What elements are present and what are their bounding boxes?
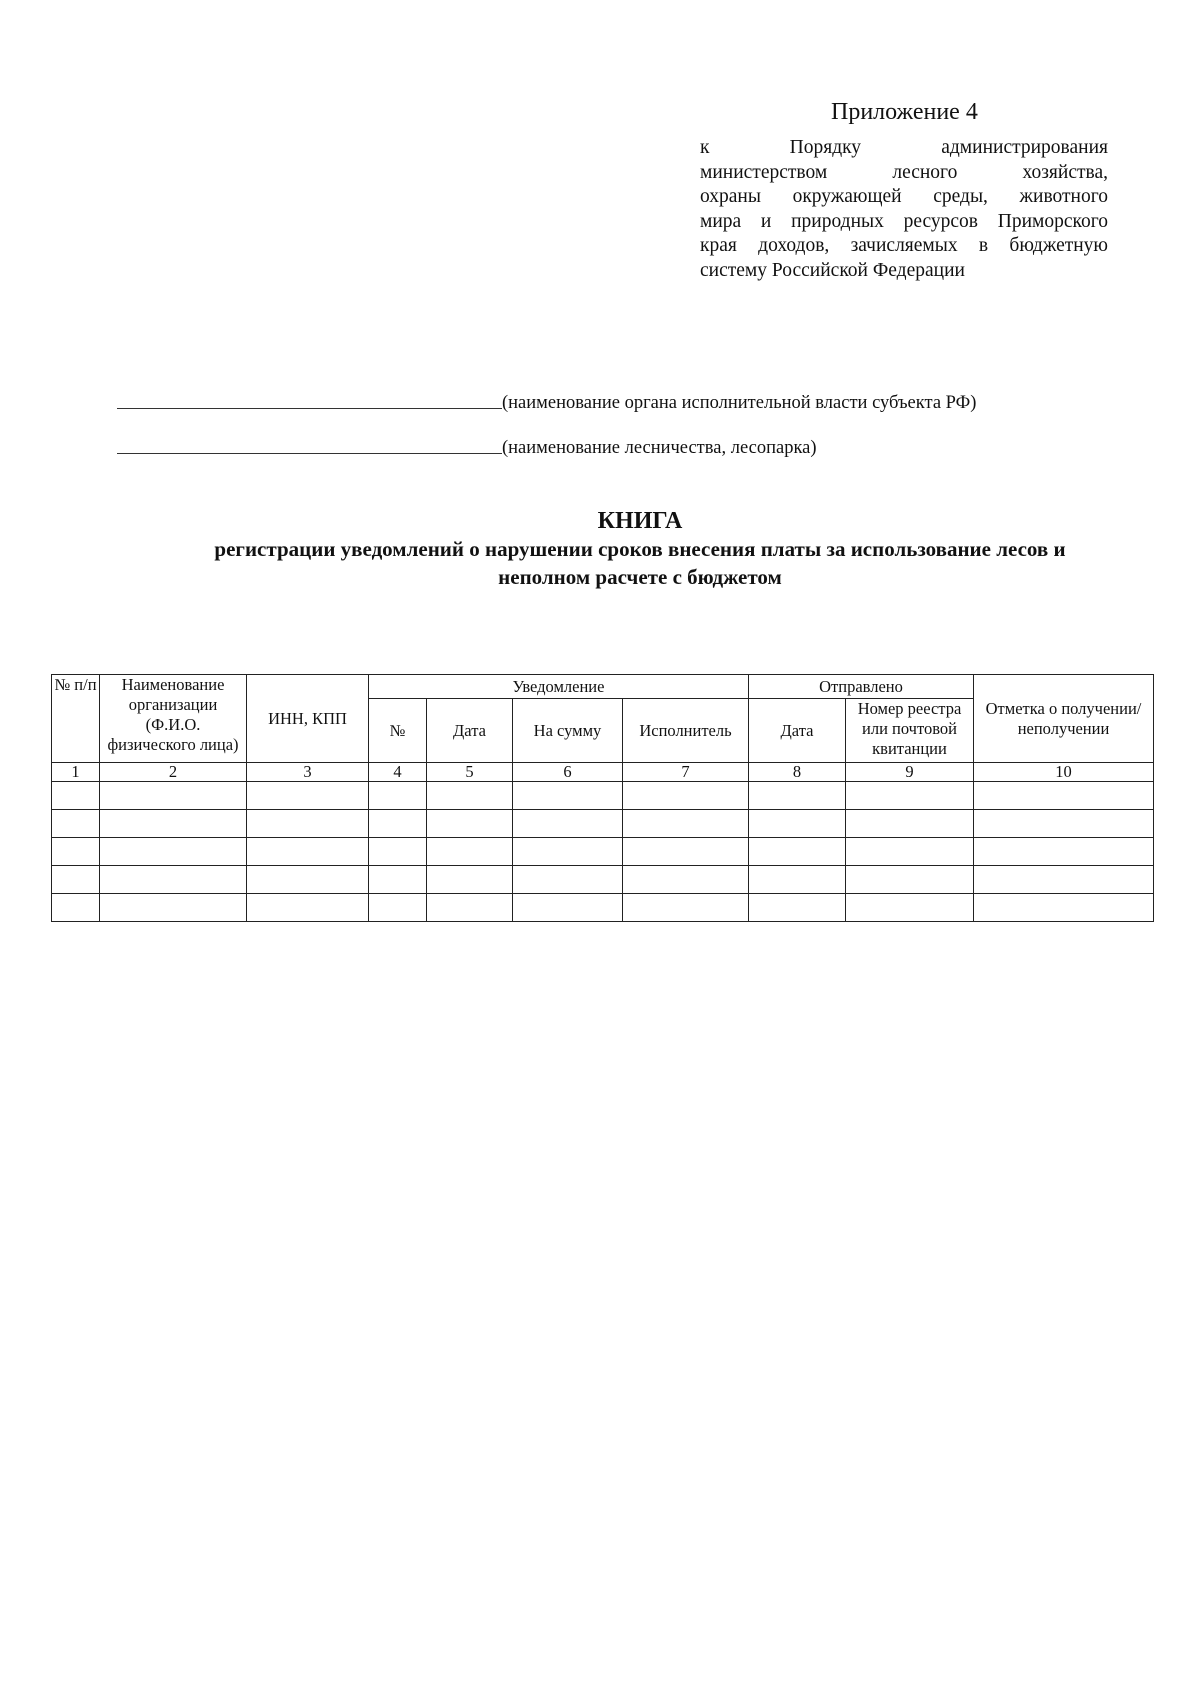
header-notice-date: Дата <box>427 699 513 763</box>
table-cell[interactable] <box>974 810 1154 838</box>
table-row <box>52 782 1154 810</box>
table-cell[interactable] <box>846 894 974 922</box>
table-cell[interactable] <box>513 838 623 866</box>
table-cell[interactable] <box>846 838 974 866</box>
header-notice-sum: На сумму <box>513 699 623 763</box>
table-cell[interactable] <box>513 782 623 810</box>
appendix-line: мира и природных ресурсов Приморского <box>700 210 1108 232</box>
table-cell[interactable] <box>513 810 623 838</box>
table-cell[interactable] <box>974 782 1154 810</box>
table-cell[interactable] <box>247 894 369 922</box>
column-number: 6 <box>513 763 623 782</box>
title-line: неполном расчете с бюджетом <box>498 565 782 589</box>
table-cell[interactable] <box>427 810 513 838</box>
table-cell[interactable] <box>846 866 974 894</box>
table-cell[interactable] <box>974 866 1154 894</box>
appendix-line: к Порядку администрирования <box>700 137 1108 158</box>
column-number: 9 <box>846 763 974 782</box>
header-notice: Уведомление <box>369 675 749 699</box>
table-cell[interactable] <box>369 782 427 810</box>
table-cell[interactable] <box>749 782 846 810</box>
column-number: 2 <box>100 763 247 782</box>
table-cell[interactable] <box>52 810 100 838</box>
table-row <box>52 866 1154 894</box>
table-cell[interactable] <box>427 838 513 866</box>
register-table <box>51 674 1154 922</box>
table-cell[interactable] <box>623 866 749 894</box>
appendix-line: министерством лесного хозяйства, <box>700 161 1108 183</box>
column-number: 4 <box>369 763 427 782</box>
table-cell[interactable] <box>427 782 513 810</box>
appendix-text <box>700 136 1108 284</box>
table-row <box>52 838 1154 866</box>
table-cell[interactable] <box>974 838 1154 866</box>
header-name: Наименование организации (Ф.И.О. физического лица) <box>100 675 247 763</box>
table-cell[interactable] <box>52 894 100 922</box>
column-number: 3 <box>247 763 369 782</box>
authority-blank-line[interactable] <box>117 407 502 409</box>
table-cell[interactable] <box>100 838 247 866</box>
table-cell[interactable] <box>623 838 749 866</box>
header-notice-no: № <box>369 699 427 763</box>
header-num: № п/п <box>52 675 100 763</box>
table-cell[interactable] <box>974 894 1154 922</box>
header-sent-date: Дата <box>749 699 846 763</box>
appendix-line: систему Российской Федерации <box>700 259 965 281</box>
column-number: 1 <box>52 763 100 782</box>
title-line: регистрации уведомлений о нарушении сроков внесения платы за использование лесов и <box>214 537 1066 561</box>
column-number: 5 <box>427 763 513 782</box>
header-inn: ИНН, КПП <box>247 675 369 763</box>
table-cell[interactable] <box>247 782 369 810</box>
column-number: 10 <box>974 763 1154 782</box>
table-cell[interactable] <box>623 782 749 810</box>
table-cell[interactable] <box>623 810 749 838</box>
appendix-line: охраны окружающей среды, животного <box>700 186 1108 208</box>
table-cell[interactable] <box>100 810 247 838</box>
table-cell[interactable] <box>247 866 369 894</box>
table-cell[interactable] <box>369 866 427 894</box>
column-number-row <box>52 763 1154 782</box>
column-number: 8 <box>749 763 846 782</box>
table-cell[interactable] <box>100 782 247 810</box>
table-cell[interactable] <box>52 838 100 866</box>
title-main: КНИГА <box>597 508 683 534</box>
forestry-caption: (наименование лесничества, лесопарка) <box>502 438 817 458</box>
header-sent-receipt: Номер реестра или почтовой квитанции <box>846 699 974 763</box>
table-cell[interactable] <box>52 866 100 894</box>
table-cell[interactable] <box>749 810 846 838</box>
appendix-line: края доходов, зачисляемых в бюджетную <box>700 235 1108 257</box>
table-cell[interactable] <box>100 866 247 894</box>
table-cell[interactable] <box>52 782 100 810</box>
table-cell[interactable] <box>513 866 623 894</box>
header-receipt-mark: Отметка о получении/ неполучении <box>974 675 1154 763</box>
authority-field <box>117 393 976 414</box>
table-cell[interactable] <box>369 894 427 922</box>
table-cell[interactable] <box>749 894 846 922</box>
forestry-field <box>117 438 817 459</box>
table-cell[interactable] <box>247 838 369 866</box>
table-cell[interactable] <box>846 782 974 810</box>
table-cell[interactable] <box>369 810 427 838</box>
register-body <box>52 782 1154 922</box>
column-number: 7 <box>623 763 749 782</box>
table-cell[interactable] <box>513 894 623 922</box>
table-cell[interactable] <box>427 894 513 922</box>
header-sent: Отправлено <box>749 675 974 699</box>
table-cell[interactable] <box>846 810 974 838</box>
document-title <box>100 507 1180 591</box>
authority-caption: (наименование органа исполнительной власти субъекта РФ) <box>502 393 977 413</box>
table-cell[interactable] <box>100 894 247 922</box>
table-cell[interactable] <box>369 838 427 866</box>
table-cell[interactable] <box>749 866 846 894</box>
header-notice-executor: Исполнитель <box>623 699 749 763</box>
table-cell[interactable] <box>623 894 749 922</box>
forestry-blank-line[interactable] <box>117 452 502 454</box>
table-cell[interactable] <box>427 866 513 894</box>
appendix-title: Приложение 4 <box>831 99 978 125</box>
table-row <box>52 810 1154 838</box>
table-row <box>52 894 1154 922</box>
table-cell[interactable] <box>247 810 369 838</box>
table-cell[interactable] <box>749 838 846 866</box>
